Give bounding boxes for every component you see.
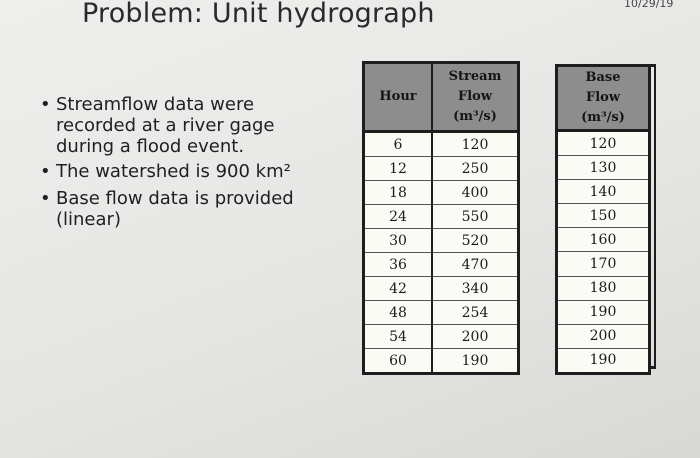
table-cell: 48 [365, 301, 431, 325]
bullet-text: Base flow data is provided (linear) [56, 188, 294, 230]
bullet-item [36, 94, 336, 157]
table-cell: 170 [558, 252, 648, 276]
base-flow-header [558, 67, 648, 132]
slide-date: 10/29/19 [624, 0, 674, 10]
table-cell: 190 [461, 352, 489, 369]
table-cell: 30 [365, 229, 431, 253]
table-cell: 250 [433, 157, 517, 181]
table-cell: 120 [558, 132, 648, 156]
table-cell: 140 [558, 180, 648, 204]
stream-flow-column [433, 64, 517, 372]
base-header-line: Flow [585, 90, 621, 105]
base-flow-table [555, 64, 651, 375]
table-cell: 470 [433, 253, 517, 277]
table-cell: 400 [433, 181, 517, 205]
base-header-line: Base [585, 70, 621, 85]
bullet-icon: • [40, 188, 51, 209]
stream-header-line: Stream [448, 69, 502, 84]
table-cell: 24 [365, 205, 431, 229]
stream-header-line: (m³/s) [453, 109, 497, 124]
table-cell: 180 [558, 277, 648, 301]
base-flow-cells [558, 132, 648, 372]
hour-cells [365, 133, 431, 372]
table-edge-rule [648, 64, 656, 369]
table-cell: 42 [365, 277, 431, 301]
table-cell: 550 [433, 205, 517, 229]
table-cell: 160 [558, 228, 648, 252]
table-cell: 36 [365, 253, 431, 277]
table-cell: 60 [389, 352, 407, 369]
bullet-text: Streamflow data were recorded at a river gage during a flood event. [56, 94, 275, 157]
bullet-item [36, 188, 336, 230]
table-cell: 12 [365, 157, 431, 181]
table-cell: 190 [589, 352, 617, 369]
hour-column [365, 64, 433, 372]
stream-flow-cells [433, 133, 517, 372]
bullet-list [36, 94, 336, 232]
stream-header-line: Flow [457, 89, 493, 104]
table-cell: 254 [433, 301, 517, 325]
stream-flow-header [433, 64, 517, 133]
bullet-item [36, 161, 336, 182]
table-cell: 120 [433, 133, 517, 157]
table-cell: 130 [558, 156, 648, 180]
table-cell: 340 [433, 277, 517, 301]
bullet-text: The watershed is 900 km² [56, 161, 291, 182]
table-cell: 18 [365, 181, 431, 205]
table-cell: 200 [558, 325, 648, 349]
bullet-icon: • [40, 94, 51, 115]
table-cell: 190 [558, 301, 648, 325]
table-cell: 150 [558, 204, 648, 228]
table-cell: 6 [365, 133, 431, 157]
table-cell: 200 [433, 325, 517, 349]
hour-header: Hour [365, 64, 431, 133]
table-cell: 520 [433, 229, 517, 253]
base-header-line: (m³/s) [581, 110, 625, 125]
bullet-icon: • [40, 161, 51, 182]
table-cell: 54 [365, 325, 431, 349]
stream-flow-table [362, 61, 520, 375]
slide-title: Problem: Unit hydrograph [82, 0, 435, 29]
